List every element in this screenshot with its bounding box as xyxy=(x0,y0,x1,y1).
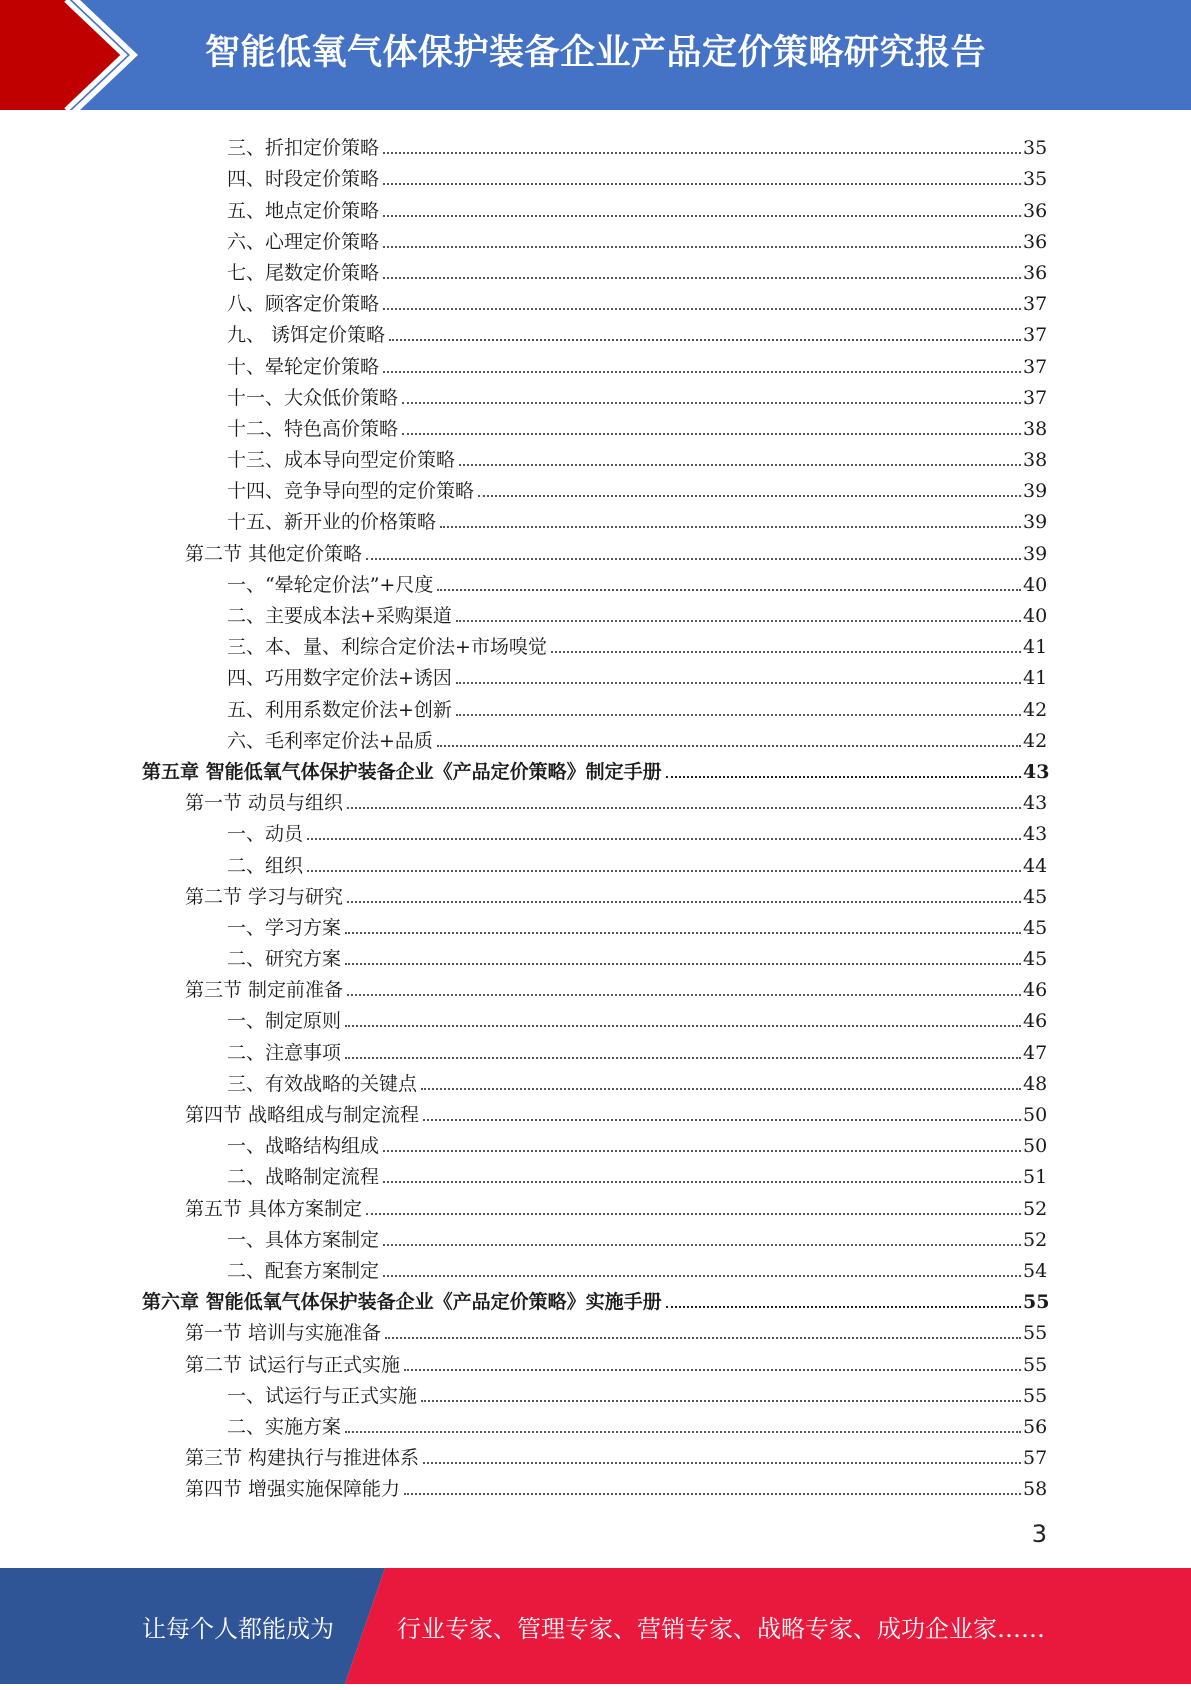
toc-item-entry[interactable] xyxy=(227,1157,1047,1188)
toc-dot-leader xyxy=(383,1181,1021,1183)
toc-entry-page: 37 xyxy=(1023,324,1048,347)
toc-dot-leader xyxy=(666,1306,1021,1308)
toc-entry-title: 二、注意事项 xyxy=(227,1041,342,1064)
toc-section-entry[interactable] xyxy=(185,1188,1047,1219)
toc-item-entry[interactable] xyxy=(227,1032,1047,1063)
toc-dot-leader xyxy=(421,1088,1021,1090)
toc-entry-page: 39 xyxy=(1023,480,1048,503)
toc-section-entry[interactable] xyxy=(185,783,1047,814)
toc-entry-page: 41 xyxy=(1023,667,1048,690)
toc-item-entry[interactable] xyxy=(227,440,1047,471)
toc-dot-leader xyxy=(383,371,1021,373)
toc-entry-page: 45 xyxy=(1023,885,1048,908)
toc-entry-title: 第六章 智能低氧气体保护装备企业《产品定价策略》实施手册 xyxy=(142,1291,662,1314)
toc-dot-leader xyxy=(347,994,1021,996)
toc-entry-page: 50 xyxy=(1023,1135,1048,1158)
toc-entry-page: 46 xyxy=(1023,979,1048,1002)
toc-entry-title: 五、地点定价策略 xyxy=(227,199,380,222)
toc-dot-leader xyxy=(459,464,1021,466)
toc-entry-page: 38 xyxy=(1023,417,1048,440)
toc-section-entry[interactable] xyxy=(185,1469,1047,1500)
toc-entry-page: 37 xyxy=(1023,355,1048,378)
toc-item-entry[interactable] xyxy=(227,346,1047,377)
toc-dot-leader xyxy=(404,1493,1021,1495)
toc-dot-leader xyxy=(383,152,1021,154)
toc-item-entry[interactable] xyxy=(227,253,1047,284)
toc-item-entry[interactable] xyxy=(227,315,1047,346)
toc-entry-page: 45 xyxy=(1023,916,1048,939)
toc-item-entry[interactable] xyxy=(227,1064,1047,1095)
toc-entry-page: 56 xyxy=(1023,1415,1048,1438)
toc-entry-title: 一、试运行与正式实施 xyxy=(227,1384,418,1407)
toc-entry-title: 第四节 战略组成与制定流程 xyxy=(185,1104,420,1126)
toc-dot-leader xyxy=(345,963,1021,965)
toc-item-entry[interactable] xyxy=(227,190,1047,221)
toc-entry-title: 八、顾客定价策略 xyxy=(227,293,380,316)
toc-chapter-entry[interactable] xyxy=(142,1282,1050,1314)
footer-slogan-left: 让每个人都能成为 xyxy=(142,1615,334,1643)
toc-dot-leader xyxy=(366,1213,1021,1215)
toc-entry-page: 43 xyxy=(1023,760,1050,783)
toc-entry-page: 40 xyxy=(1023,573,1048,596)
page-number: 3 xyxy=(1031,1520,1047,1548)
toc-dot-leader xyxy=(389,339,1021,341)
toc-entry-title: 四、时段定价策略 xyxy=(227,168,380,191)
toc-item-entry[interactable] xyxy=(227,845,1047,876)
toc-entry-page: 50 xyxy=(1023,1104,1048,1126)
toc-item-entry[interactable] xyxy=(227,814,1047,845)
toc-entry-title: 一、战略结构组成 xyxy=(227,1135,380,1158)
toc-section-entry[interactable] xyxy=(185,1344,1047,1375)
toc-item-entry[interactable] xyxy=(227,159,1047,190)
toc-item-entry[interactable] xyxy=(227,1220,1047,1251)
toc-item-entry[interactable] xyxy=(227,1126,1047,1157)
toc-entry-title: 三、折扣定价策略 xyxy=(227,137,380,160)
toc-dot-leader xyxy=(402,402,1021,404)
toc-entry-page: 54 xyxy=(1023,1259,1048,1282)
toc-dot-leader xyxy=(383,1244,1021,1246)
toc-entry-page: 55 xyxy=(1023,1384,1048,1407)
toc-item-entry[interactable] xyxy=(227,502,1047,533)
toc-entry-page: 41 xyxy=(1023,636,1048,659)
toc-entry-title: 十、晕轮定价策略 xyxy=(227,355,380,378)
toc-entry-page: 37 xyxy=(1023,293,1048,316)
toc-section-entry[interactable] xyxy=(185,1095,1047,1126)
toc-dot-leader xyxy=(383,183,1021,185)
toc-item-entry[interactable] xyxy=(227,627,1047,658)
toc-entry-title: 一、“晕轮定价法”+尺度 xyxy=(227,573,434,596)
toc-dot-leader xyxy=(383,277,1021,279)
toc-dot-leader xyxy=(347,807,1021,809)
toc-entry-page: 40 xyxy=(1023,605,1048,627)
toc-dot-leader xyxy=(366,558,1021,560)
toc-dot-leader xyxy=(437,589,1021,591)
toc-entry-title: 十四、竞争导向型的定价策略 xyxy=(227,480,475,503)
toc-entry-page: 47 xyxy=(1023,1041,1048,1064)
footer-slogan-right: 行业专家、管理专家、营销专家、战略专家、成功企业家…… xyxy=(397,1615,1045,1643)
toc-dot-leader xyxy=(423,1119,1021,1121)
toc-entry-page: 43 xyxy=(1023,823,1048,846)
toc-chapter-entry[interactable] xyxy=(142,752,1050,783)
toc-item-entry[interactable] xyxy=(227,128,1047,159)
toc-entry-page: 55 xyxy=(1023,1322,1048,1345)
toc-entry-page: 43 xyxy=(1023,792,1048,815)
report-title: 智能低氧气体保护装备企业产品定价策略研究报告 xyxy=(205,33,987,73)
toc-entry-page: 55 xyxy=(1023,1291,1050,1314)
toc-entry-title: 二、组织 xyxy=(227,854,304,877)
toc-entry-page: 35 xyxy=(1023,137,1048,160)
toc-entry-title: 第四节 增强实施保障能力 xyxy=(185,1478,401,1501)
toc-entry-page: 42 xyxy=(1023,729,1048,752)
toc-entry-title: 二、配套方案制定 xyxy=(227,1259,380,1282)
toc-dot-leader xyxy=(440,526,1021,528)
toc-entry-title: 第三节 构建执行与推进体系 xyxy=(185,1447,420,1470)
toc-entry-title: 二、实施方案 xyxy=(227,1415,342,1438)
toc-entry-title: 十三、成本导向型定价策略 xyxy=(227,449,456,472)
toc-item-entry[interactable] xyxy=(227,721,1047,752)
toc-entry-title: 四、巧用数字定价法+诱因 xyxy=(227,667,452,690)
toc-entry-title: 第二节 学习与研究 xyxy=(185,885,344,908)
toc-item-entry[interactable] xyxy=(227,596,1047,627)
toc-entry-title: 第二节 试运行与正式实施 xyxy=(185,1353,401,1376)
toc-item-entry[interactable] xyxy=(227,378,1047,409)
toc-entry-page: 37 xyxy=(1023,386,1048,409)
toc-entry-page: 58 xyxy=(1023,1478,1048,1501)
toc-dot-leader xyxy=(456,620,1021,622)
toc-item-entry[interactable] xyxy=(227,1251,1047,1282)
toc-entry-title: 二、主要成本法+采购渠道 xyxy=(227,605,452,627)
toc-dot-leader xyxy=(551,651,1021,653)
toc-entry-title: 第五节 具体方案制定 xyxy=(185,1197,363,1220)
toc-dot-leader xyxy=(383,1150,1021,1152)
toc-dot-leader xyxy=(404,1369,1021,1371)
toc-dot-leader xyxy=(383,1275,1021,1277)
toc-entry-title: 第一节 动员与组织 xyxy=(185,792,344,815)
toc-item-entry[interactable] xyxy=(227,908,1047,939)
toc-item-entry[interactable] xyxy=(227,1001,1047,1032)
toc-dot-leader xyxy=(456,682,1021,684)
toc-entry-title: 第一节 培训与实施准备 xyxy=(185,1322,382,1345)
toc-dot-leader xyxy=(345,1431,1021,1433)
toc-item-entry[interactable] xyxy=(227,284,1047,315)
toc-dot-leader xyxy=(345,1057,1021,1059)
toc-dot-leader xyxy=(383,246,1021,248)
header-chevron-icon xyxy=(0,0,160,110)
toc-item-entry[interactable] xyxy=(227,1376,1047,1407)
toc-entry-title: 七、尾数定价策略 xyxy=(227,261,380,284)
toc-entry-page: 55 xyxy=(1023,1353,1048,1376)
footer-band xyxy=(0,1568,1191,1684)
toc-section-entry[interactable] xyxy=(185,877,1047,908)
toc-entry-title: 六、毛利率定价法+品质 xyxy=(227,729,433,752)
toc-dot-leader xyxy=(402,433,1021,435)
toc-entry-title: 十一、大众低价策略 xyxy=(227,386,399,409)
toc-entry-page: 39 xyxy=(1023,542,1048,565)
toc-entry-title: 五、利用系数定价法+创新 xyxy=(227,698,452,721)
toc-entry-title: 第三节 制定前准备 xyxy=(185,979,344,1002)
toc-dot-leader xyxy=(307,870,1021,872)
toc-dot-leader xyxy=(307,838,1021,840)
toc-entry-title: 三、本、量、利综合定价法+市场嗅觉 xyxy=(227,636,547,659)
toc-dot-leader xyxy=(347,901,1021,903)
toc-entry-title: 二、战略制定流程 xyxy=(227,1166,380,1189)
toc-dot-leader xyxy=(345,932,1021,934)
toc-entry-page: 35 xyxy=(1023,168,1048,191)
toc-dot-leader xyxy=(478,495,1021,497)
toc-entry-page: 48 xyxy=(1023,1072,1048,1095)
toc-dot-leader xyxy=(421,1400,1021,1402)
toc-entry-title: 一、动员 xyxy=(227,823,304,846)
toc-entry-title: 十五、新开业的价格策略 xyxy=(227,511,437,534)
toc-item-entry[interactable] xyxy=(227,689,1047,720)
toc-entry-title: 一、具体方案制定 xyxy=(227,1228,380,1251)
toc-entry-page: 52 xyxy=(1023,1197,1048,1220)
toc-item-entry[interactable] xyxy=(227,939,1047,970)
toc-dot-leader xyxy=(385,1337,1021,1339)
toc-item-entry[interactable] xyxy=(227,471,1047,502)
toc-section-entry[interactable] xyxy=(185,533,1047,564)
toc-dot-leader xyxy=(437,745,1021,747)
toc-item-entry[interactable] xyxy=(227,1407,1047,1438)
toc-entry-page: 44 xyxy=(1023,854,1048,877)
toc-dot-leader xyxy=(423,1462,1021,1464)
toc-item-entry[interactable] xyxy=(227,222,1047,253)
toc-entry-title: 一、学习方案 xyxy=(227,916,342,939)
toc-entry-page: 52 xyxy=(1023,1228,1048,1251)
toc-item-entry[interactable] xyxy=(227,658,1047,689)
table-of-contents xyxy=(0,128,1191,1500)
toc-entry-page: 42 xyxy=(1023,698,1048,721)
toc-entry-title: 十二、特色高价策略 xyxy=(227,417,399,440)
header-band xyxy=(0,0,1191,110)
toc-entry-page: 57 xyxy=(1023,1447,1048,1470)
toc-dot-leader xyxy=(383,215,1021,217)
toc-entry-title: 第二节 其他定价策略 xyxy=(185,542,363,565)
toc-entry-title: 九、 诱饵定价策略 xyxy=(227,324,386,347)
toc-entry-page: 36 xyxy=(1023,230,1048,253)
toc-entry-title: 三、有效战略的关键点 xyxy=(227,1072,418,1095)
toc-dot-leader xyxy=(383,308,1021,310)
toc-item-entry[interactable] xyxy=(227,409,1047,440)
toc-entry-title: 二、研究方案 xyxy=(227,948,342,971)
toc-entry-page: 39 xyxy=(1023,511,1048,534)
toc-entry-page: 38 xyxy=(1023,449,1048,472)
toc-entry-page: 45 xyxy=(1023,948,1048,971)
toc-dot-leader xyxy=(345,1025,1021,1027)
toc-entry-page: 36 xyxy=(1023,199,1048,222)
toc-dot-leader xyxy=(666,776,1021,778)
toc-entry-page: 36 xyxy=(1023,261,1048,284)
toc-entry-page: 51 xyxy=(1023,1166,1048,1189)
toc-entry-title: 第五章 智能低氧气体保护装备企业《产品定价策略》制定手册 xyxy=(142,760,662,783)
toc-entry-page: 46 xyxy=(1023,1010,1048,1033)
toc-section-entry[interactable] xyxy=(185,970,1047,1001)
toc-section-entry[interactable] xyxy=(185,1438,1047,1469)
toc-entry-title: 六、心理定价策略 xyxy=(227,230,380,253)
toc-dot-leader xyxy=(456,714,1021,716)
toc-item-entry[interactable] xyxy=(227,565,1047,596)
toc-section-entry[interactable] xyxy=(185,1313,1047,1344)
toc-entry-title: 一、制定原则 xyxy=(227,1010,342,1033)
